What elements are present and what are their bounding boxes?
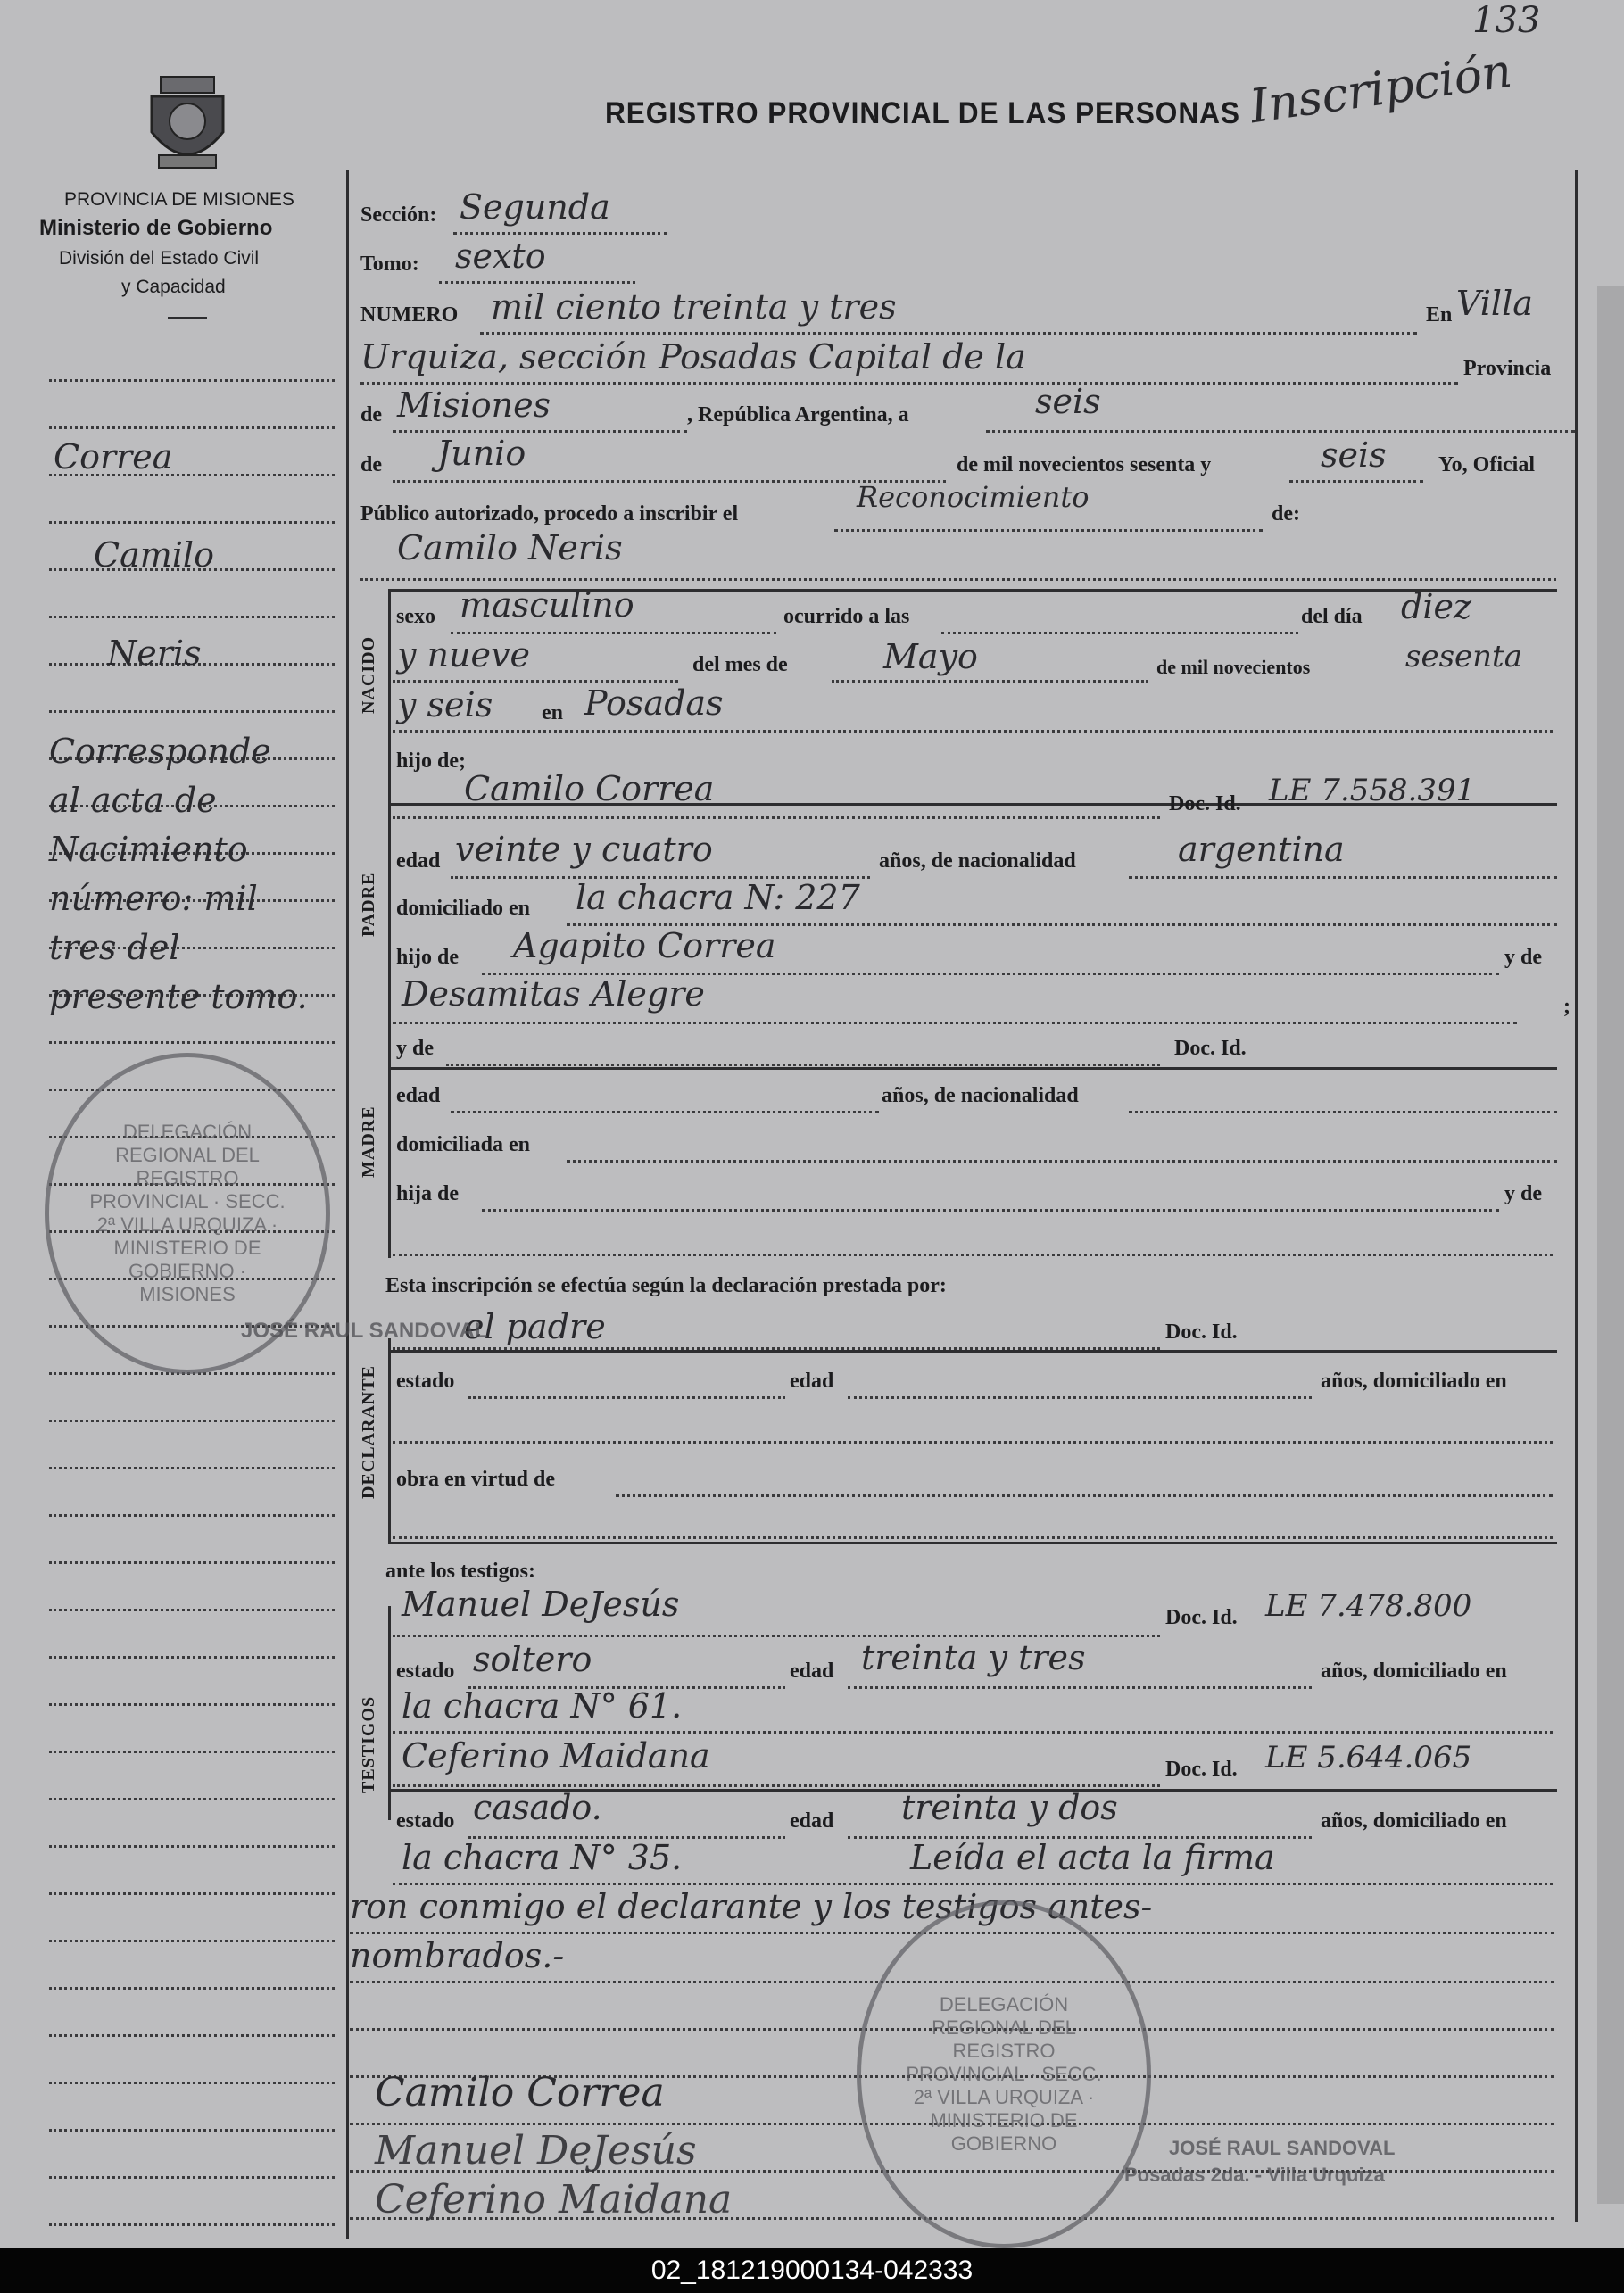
firma-padre: Camilo Correa (375, 2070, 665, 2115)
del-dia-label: del día (1301, 605, 1363, 628)
testigo2-edad: treinta y dos (901, 1788, 1118, 1827)
next-page-edge (1597, 286, 1624, 2204)
de-colon-label: de: (1272, 502, 1300, 526)
acto-line (834, 529, 1263, 532)
madre-hija-de-label: hija de (396, 1182, 460, 1205)
padre-nacionalidad-line (1129, 876, 1557, 879)
declarante-doc-label: Doc. Id. (1165, 1320, 1238, 1344)
official-seal-right (857, 1900, 1151, 2248)
tomo-label: Tomo: (360, 252, 419, 276)
padre-nacionalidad-label: años, de nacionalidad (879, 849, 1076, 873)
declarante-obra-label: obra en virtud de (396, 1468, 556, 1491)
testigos-intro: ante los testigos: (385, 1560, 535, 1583)
mes-value: Mayo (883, 637, 978, 676)
de-label-2: de (360, 453, 382, 476)
de-label: de (360, 403, 382, 426)
sidebar-note: número: mil (49, 879, 258, 918)
section-rule (388, 1338, 391, 1544)
testigo1-nombre-line (393, 1635, 1160, 1637)
padre-edad-label: edad (396, 849, 441, 873)
ruled-line (49, 1514, 335, 1517)
declarante-intro: Esta inscripción se efectúa según la declaración prestada por: (385, 1274, 947, 1297)
madre-edad-label: edad (396, 1084, 441, 1107)
mes-line (832, 680, 1148, 683)
ruled-line (49, 2129, 335, 2132)
padre-domicilio-label: domiciliado en (396, 897, 531, 920)
testigo1-edad: treinta y tres (861, 1638, 1086, 1677)
sexo-label: sexo (396, 605, 435, 628)
ruled-line (49, 2176, 335, 2179)
ruled-line (49, 1703, 335, 1706)
ruled-line (49, 2034, 335, 2037)
sidebar-ministry: Ministerio de Gobierno (39, 216, 273, 240)
madre-extra-line (393, 1254, 1553, 1256)
lugar-line (393, 730, 1553, 733)
ruled-line (49, 2082, 335, 2084)
rule (388, 1542, 1557, 1544)
ruled-line (49, 426, 335, 429)
padre-madre-de-line (393, 1022, 1517, 1024)
cierre-linea-3: nombrados.- (350, 1936, 565, 1975)
seccion-line (453, 232, 667, 235)
tomo-value: sexto (455, 236, 546, 276)
ruled-line (49, 1892, 335, 1895)
declarante-edad-label: edad (790, 1370, 834, 1393)
declarante-line-3 (393, 1536, 1553, 1539)
numero-label: NUMERO (360, 303, 459, 327)
tomo-line (439, 281, 635, 284)
section-rule (388, 589, 391, 1258)
padre-doc-label: Doc. Id. (1169, 792, 1241, 815)
madre-y-de-label-2: y de (1504, 1182, 1542, 1205)
main-right-border (1575, 170, 1578, 2222)
anio2-value: y seis (397, 685, 493, 724)
padre-madre-de: Desamitas Alegre (402, 974, 705, 1014)
padre-domicilio: la chacra N: 227 (576, 878, 860, 917)
official-seal-right-name: JOSÉ RAUL SANDOVAL (1169, 2137, 1396, 2159)
padre-nombre: Camilo Correa (464, 769, 715, 808)
sidebar-divider (168, 317, 207, 319)
testigo2-estado: casado. (473, 1788, 602, 1827)
testigo1-domicilio: la chacra N° 61. (402, 1686, 683, 1726)
section-rule (388, 1606, 391, 1820)
declarante-line-2 (393, 1441, 1553, 1444)
official-seal-left-name: JOSÉ RAUL SANDOVAL (241, 1319, 488, 1343)
testigo1-estado-label: estado (396, 1660, 455, 1683)
ruled-line (49, 521, 335, 524)
rule (388, 1067, 1557, 1070)
declarante-obra-line (616, 1494, 1553, 1497)
ruled-line (49, 1798, 335, 1800)
sexo-line (451, 632, 776, 634)
ocurrido-label: ocurrido a las (783, 605, 910, 628)
firma-testigo-1: Manuel DeJesús (375, 2128, 697, 2173)
nombre-line (360, 578, 1556, 581)
madre-nacionalidad-line (1129, 1111, 1557, 1113)
ruled-line (49, 379, 335, 382)
testigo2-edad-label: edad (790, 1809, 834, 1833)
testigo1-edad-label: edad (790, 1660, 834, 1683)
declarante-edad-line (848, 1396, 1312, 1399)
testigo1-doc: LE 7.478.800 (1265, 1588, 1472, 1624)
ruled-line (49, 1751, 335, 1753)
rule (388, 1350, 1557, 1353)
place-line: Urquiza, sección Posadas Capital de la (360, 337, 1026, 377)
footer-id-bar (0, 2248, 1624, 2293)
dia-value: diez (1401, 587, 1471, 626)
padre-semicolon: ; (1563, 995, 1570, 1018)
oficial-label: Yo, Oficial (1438, 453, 1535, 476)
madre-nacionalidad-label: años, de nacionalidad (882, 1084, 1079, 1107)
testigo1-doc-label: Doc. Id. (1165, 1606, 1238, 1629)
firma-testigo-2: Ceferino Maidana (375, 2177, 733, 2223)
numero-value: mil ciento treinta y tres (491, 287, 897, 327)
ruled-line (49, 1420, 335, 1422)
declarante-side-label: DECLARANTE (359, 1364, 378, 1499)
declarante-estado-line (468, 1396, 785, 1399)
provincia-value: Misiones (397, 385, 551, 425)
cierre-linea-2: ron conmigo el declarante y los testigos antes- (350, 1887, 1153, 1926)
testigo2-domicilio: la chacra N° 35. (402, 1838, 683, 1877)
sexo-value: masculino (460, 585, 634, 625)
sidebar-note: Correa (54, 437, 173, 476)
en-label: En (1426, 303, 1453, 327)
page-title: REGISTRO PROVINCIAL DE LAS PERSONAS (605, 96, 1240, 130)
testigo1-edad-line (848, 1686, 1312, 1689)
ruled-line (49, 1656, 335, 1659)
padre-edad: veinte y cuatro (455, 830, 713, 869)
ruled-line (49, 1467, 335, 1469)
cierre-linea-1: Leída el acta la firma (910, 1838, 1275, 1877)
testigo2-domicilio-label: años, domiciliado en (1321, 1809, 1507, 1833)
main-left-border (346, 170, 349, 2239)
anio-value: sesenta (1405, 639, 1522, 675)
nombre-value: Camilo Neris (397, 528, 623, 567)
testigo2-nombre: Ceferino Maidana (402, 1736, 710, 1776)
dia-value: seis (1035, 382, 1101, 421)
madre-nombre-line (446, 1064, 1160, 1066)
sidebar-note: Neris (107, 633, 202, 673)
sidebar-note: Nacimiento (49, 830, 248, 869)
ruled-line (49, 1041, 335, 1044)
dia2-line (393, 680, 678, 683)
en-value: Villa (1456, 284, 1533, 323)
ocurrido-line (941, 632, 1298, 634)
en-label: en (542, 701, 563, 724)
publico-label: Público autorizado, procedo a inscribir el (360, 502, 739, 526)
padre-y-de-label: y de (1504, 946, 1542, 969)
ruled-line (49, 1987, 335, 1990)
madre-edad-line (451, 1111, 879, 1113)
anio-label: de mil novecientos (1156, 656, 1311, 678)
sidebar-note: al acta de (49, 781, 217, 820)
testigo2-nombre-line (393, 1784, 1160, 1787)
official-seal-left-text: DELEGACIÓN REGIONAL DEL REGISTRO PROVINCIAL · SECC. 2ª VILLA URQUIZA · MINISTERIO DE GOBIERNO · MISIONES (89, 1121, 286, 1305)
ruled-line (49, 1609, 335, 1611)
ruled-line (49, 710, 335, 713)
lugar-value: Posadas (584, 683, 724, 723)
numero-line (480, 332, 1417, 335)
cierre-line-1 (393, 1883, 1553, 1885)
madre-hija-de-line (482, 1209, 1499, 1212)
padre-nombre-line (393, 816, 1160, 819)
dia-line (986, 430, 1575, 433)
ruled-line (49, 616, 335, 618)
hijo-label: hijo de; (396, 749, 466, 773)
ruled-line (49, 2223, 335, 2226)
anio-line (1289, 480, 1423, 483)
nacido-side-label: NACIDO (359, 635, 378, 714)
ruled-line (49, 1561, 335, 1564)
testigo1-estado: soltero (473, 1640, 592, 1679)
republica-label: , República Argentina, a (687, 403, 909, 426)
dia2-value: y nueve (397, 635, 530, 675)
sidebar-division: División del Estado Civil (59, 248, 260, 269)
madre-y-de-label: y de (396, 1037, 434, 1060)
padre-doc: LE 7.558.391 (1269, 773, 1476, 808)
testigo2-doc: LE 5.644.065 (1265, 1740, 1472, 1776)
seccion-label: Sección: (360, 203, 437, 227)
sidebar-note: Corresponde (49, 732, 271, 771)
testigos-side-label: TESTIGOS (359, 1695, 378, 1793)
place-dots (360, 382, 1458, 385)
padre-hijo-de-label: hijo de (396, 946, 460, 969)
ruled-line (49, 1940, 335, 1942)
testigo1-nombre: Manuel DeJesús (402, 1585, 680, 1624)
testigo2-doc-label: Doc. Id. (1165, 1758, 1238, 1781)
declarante-estado-label: estado (396, 1370, 455, 1393)
declarante-domicilio-label: años, domiciliado en (1321, 1370, 1507, 1393)
acto-value: Reconocimiento (857, 480, 1090, 514)
sidebar-capacity: y Capacidad (121, 277, 226, 297)
seccion-value: Segunda (460, 187, 610, 227)
ruled-line (49, 1845, 335, 1848)
madre-domicilio-line (567, 1160, 1557, 1163)
official-seal-right-text: DELEGACIÓN REGIONAL DEL REGISTRO PROVINCIAL · SECC. 2ª VILLA URQUIZA · MINISTERIO DE GOBIERNO (906, 1993, 1102, 2155)
footer-id: 02_181219000134-042333 (650, 2256, 974, 2285)
mes-label: del mes de (692, 653, 788, 676)
page-number: 133 (1472, 0, 1541, 41)
provincia-label: Provincia (1463, 357, 1552, 380)
testigo2-estado-label: estado (396, 1809, 455, 1833)
madre-domicilio-label: domiciliada en (396, 1133, 531, 1156)
mes-value: Junio (437, 434, 526, 473)
madre-doc-label: Doc. Id. (1174, 1037, 1247, 1060)
novecientos-label: de mil novecientos sesenta y (957, 453, 1212, 476)
sidebar-province: PROVINCIA DE MISIONES (64, 189, 294, 210)
provincia-line (393, 430, 687, 433)
sidebar-note: tres del (49, 928, 180, 967)
sidebar-note: presente tomo. (49, 977, 308, 1016)
padre-padre-de: Agapito Correa (513, 926, 776, 965)
testigo1-domicilio-line (393, 1731, 1553, 1734)
declarante-quien: el padre (464, 1307, 606, 1346)
padre-nacionalidad: argentina (1178, 830, 1345, 869)
handwritten-annotation: Inscripción (1247, 44, 1515, 135)
testigo1-domicilio-label: años, domiciliado en (1321, 1660, 1507, 1683)
official-seal-right-subtitle: Posadas 2da. - Villa Urquiza (1124, 2164, 1385, 2186)
sidebar-note: Camilo (94, 535, 214, 575)
padre-side-label: PADRE (359, 872, 378, 937)
madre-side-label: MADRE (359, 1105, 378, 1178)
province-emblem-icon (134, 70, 241, 177)
anio-value: seis (1321, 435, 1387, 475)
